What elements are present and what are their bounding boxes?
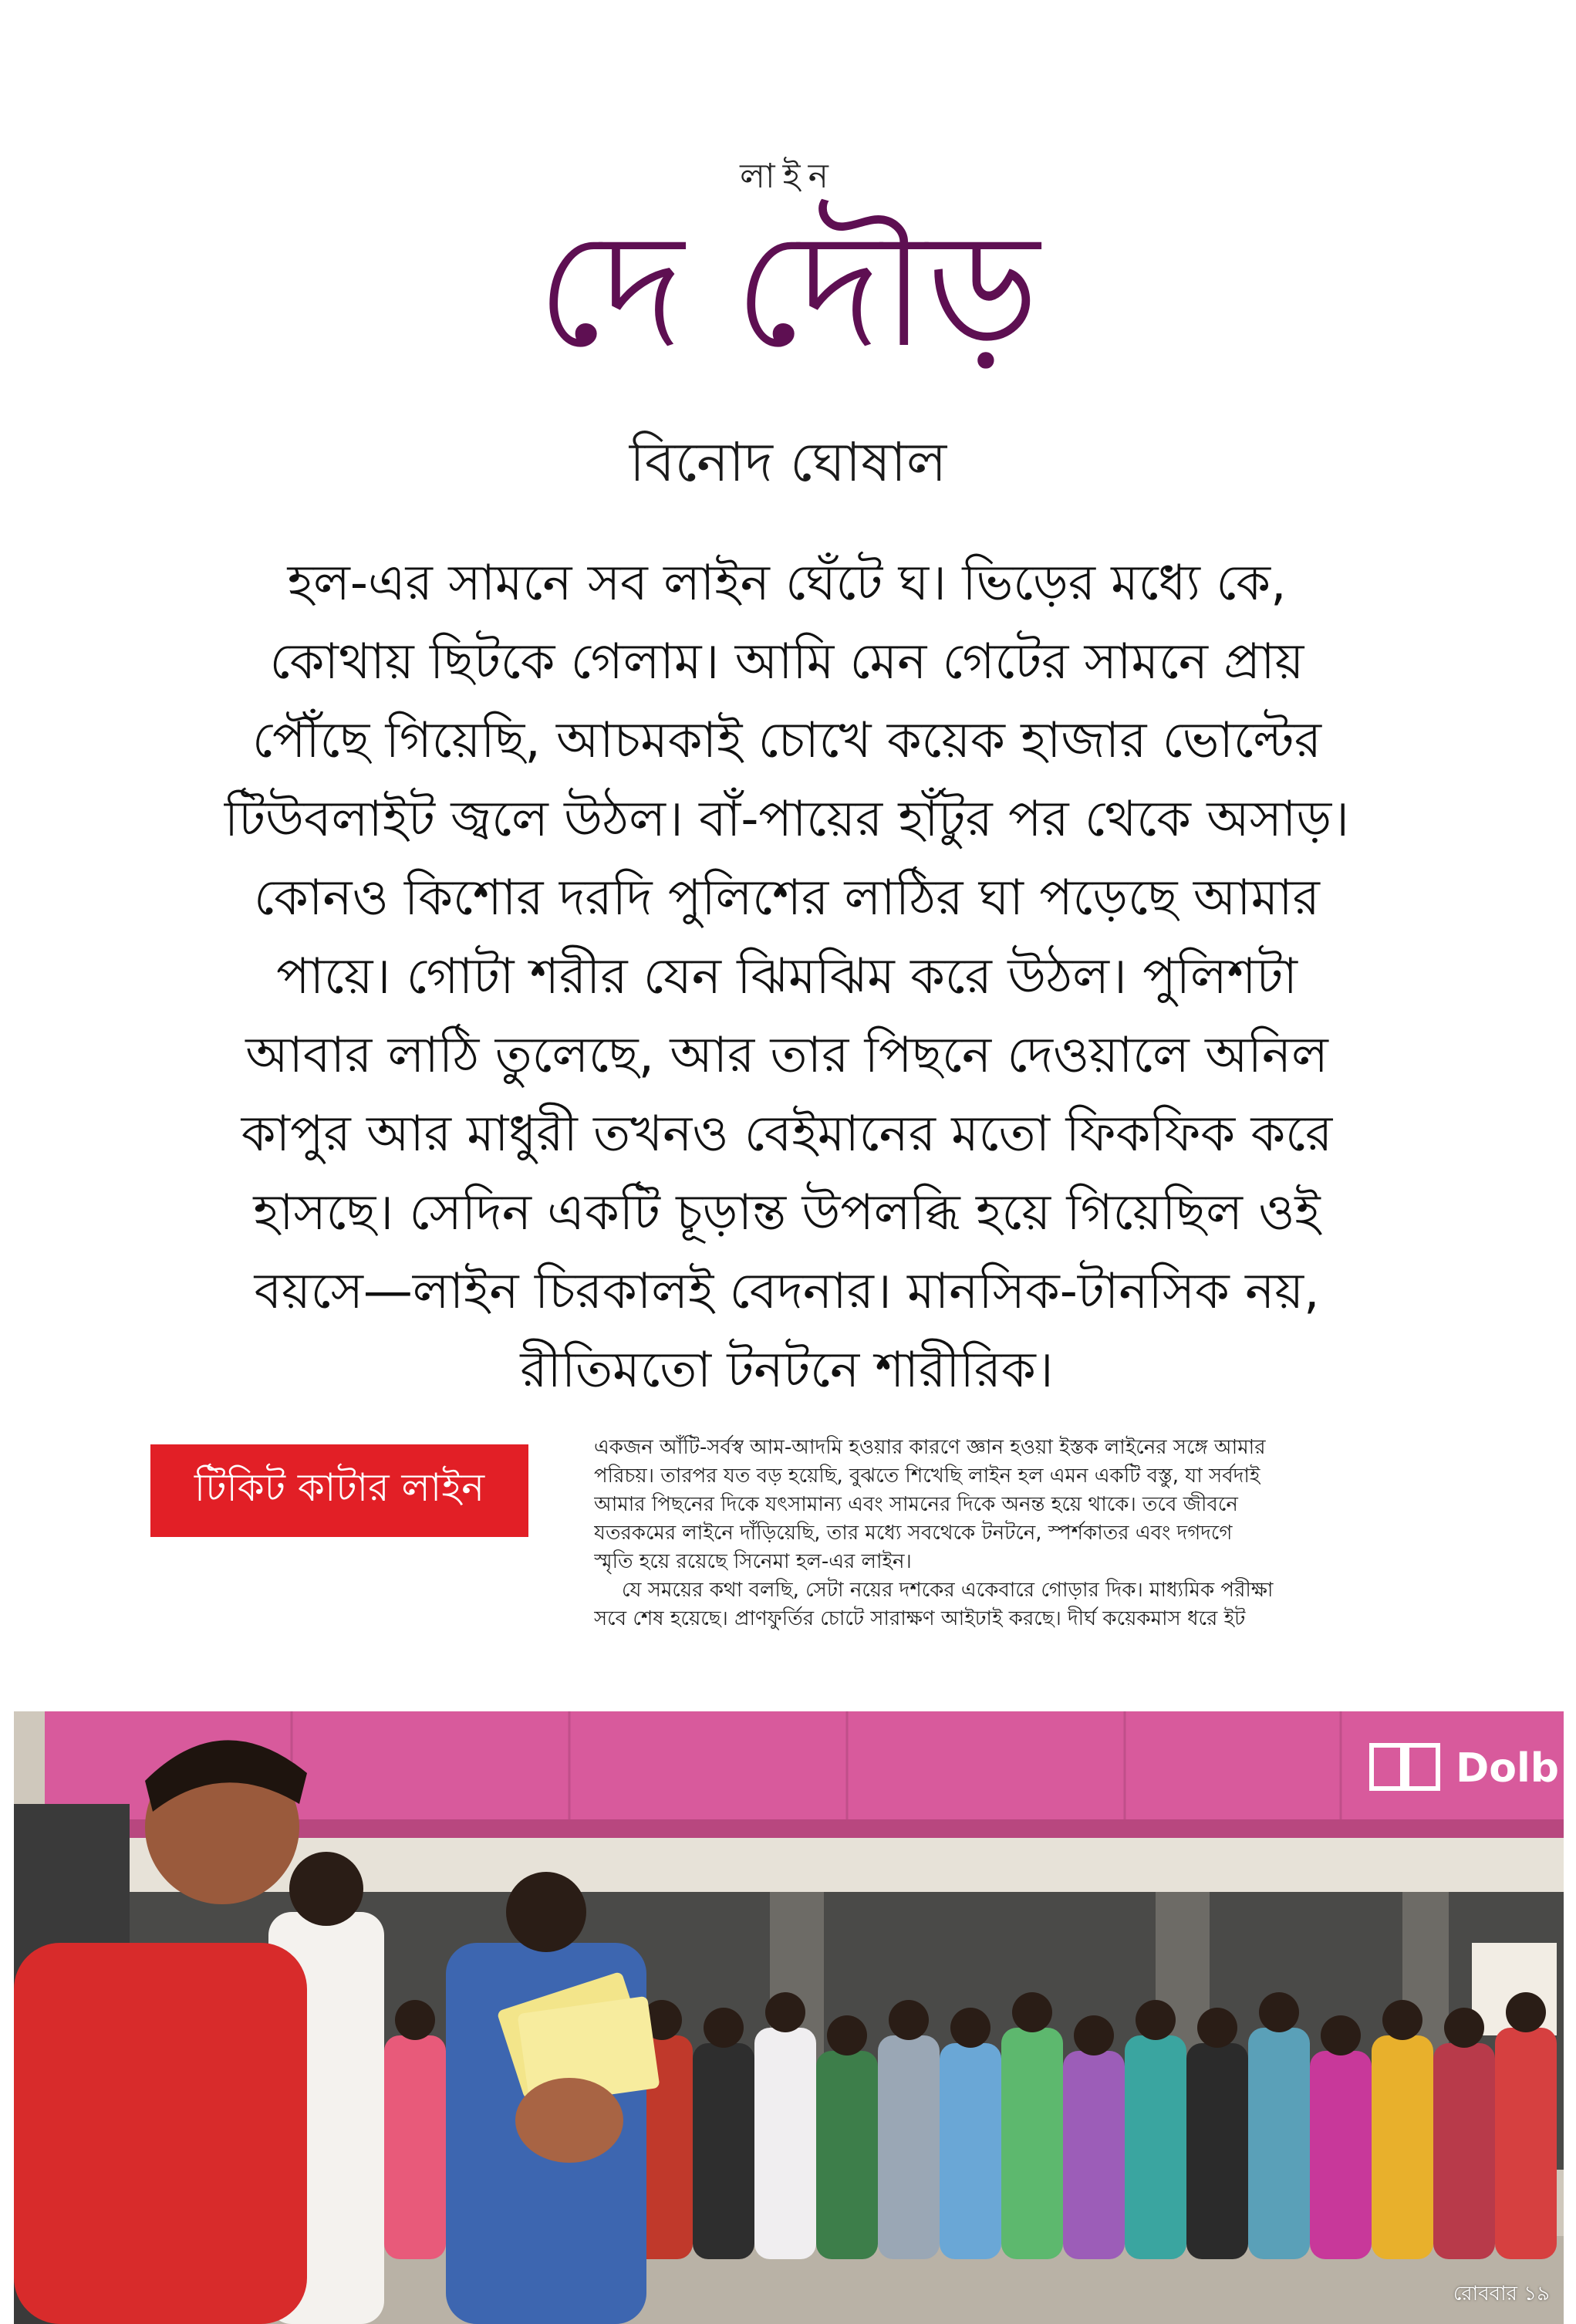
body-line: যে সময়ের কথা বলছি, সেটা নয়ের দশকের একেবারে গোড়ার দিক। মাধ্যমিক পরীক্ষা [622,1579,1274,1602]
body-line: স্মৃতি হয়ে রয়েছে সিনেমা হল-এর লাইন। [594,1550,912,1573]
kicker-label: লাইন [740,157,836,196]
intro-line: কাপুর আর মাধুরী তখনও বেইমানের মতো ফিকফিক করে [241,1106,1333,1163]
body-line: যতরকমের লাইনে দাঁড়িয়েছি, তার মধ্যে সবথেকে টনটনে, স্পর্শকাতর এবং দগদগে [594,1522,1233,1545]
page-folio: রোববার ১৯ [1453,2282,1550,2305]
intro-line: আবার লাঠি তুলেছে, আর তার পিছনে দেওয়ালে অনিল [245,1027,1328,1084]
foreground-man-shirt [14,1943,307,2324]
intro-line: রীতিমতো টনটনে শারীরিক। [520,1342,1054,1399]
photo-illustration [14,1711,1564,2324]
article-title: দে দৌড় [536,199,1040,383]
body-line: পরিচয়। তারপর যত বড় হয়েছি, বুঝতে শিখেছি লাইন হল এমন একটি বস্তু, যা সর্বদাই [594,1464,1260,1488]
cinema-queue-photo [14,1711,1564,2324]
body-paragraph [594,1434,1443,1633]
body-line: আমার পিছনের দিকে যৎসামান্য এবং সামনের দিকে অনন্ত হয়ে থাকে। তবে জীবনে [594,1493,1238,1516]
intro-line: পৌঁছে গিয়েছি, আচমকাই চোখে কয়েক হাজার ভোল্টের [252,712,1321,769]
intro-line: টিউবলাইট জ্বলে উঠল। বাঁ-পায়ের হাঁটুর পর থেকে অসাড়। [224,791,1350,848]
intro-line: বয়সে—লাইন চিরকালই বেদনার। মানসিক-টানসিক নয়, [254,1263,1320,1320]
body-line: একজন আঁটি-সর্বস্ব আম-আদমি হওয়ার কারণে জ্ঞান হওয়া ইস্তক লাইনের সঙ্গে আমার [594,1436,1266,1459]
intro-line: হাসছে। সেদিন একটি চূড়ান্ত উপলব্ধি হয়ে গিয়েছিল ওই [253,1184,1321,1241]
section-badge: টিকিট কাটার লাইন [150,1444,528,1537]
intro-line: কোনও কিশোর দরদি পুলিশের লাঠির ঘা পড়েছে আমার [254,870,1320,927]
intro-line: পায়ে। গোটা শরীর যেন ঝিমঝিম করে উঠল। পুলিশটা [276,948,1298,1005]
intro-line: হল-এর সামনে সব লাইন ঘেঁটে ঘ। ভিড়ের মধ্যে কে, [287,555,1287,612]
body-line: সবে শেষ হয়েছে। প্রাণফুর্তির চোটে সারাক্ষণ আইঢাই করছে। দীর্ঘ কয়েকমাস ধরে ইট [594,1607,1246,1630]
cinema-sign-text: Dolb [1456,1745,1559,1792]
author-name: বিনোদ ঘোষাল [629,431,947,494]
intro-paragraph [147,544,1427,1410]
intro-line: কোথায় ছিটকে গেলাম। আমি মেন গেটের সামনে প্রায় [269,633,1304,691]
